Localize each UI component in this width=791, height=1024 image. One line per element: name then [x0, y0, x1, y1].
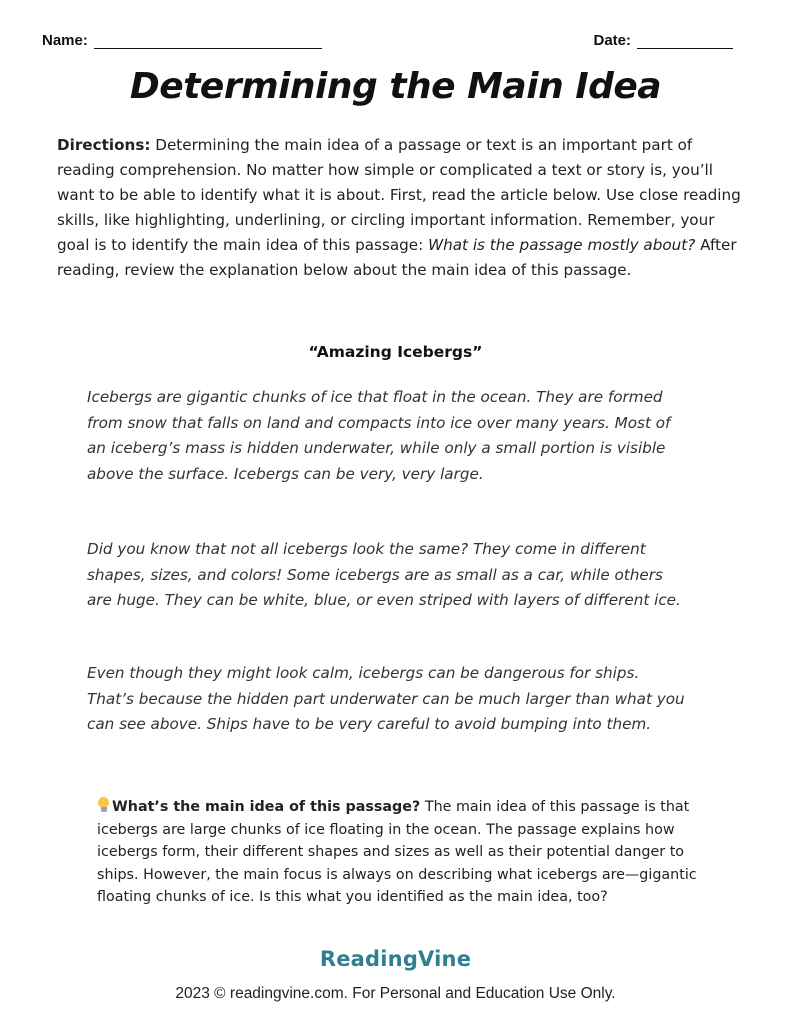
date-blank: [637, 34, 733, 49]
date-label: Date:: [593, 32, 631, 49]
article-paragraph-1: Icebergs are gigantic chunks of ice that float in the ocean. They are formed from snow that falls on land and compacts into ice over many years. Most of an iceberg’s mass is hidden underwater, while only a small portion is visible above the surface. Icebergs can be very, very large.: [87, 388, 671, 483]
main-idea-callout: [97, 796, 707, 909]
name-label: Name:: [42, 32, 88, 49]
callout-answer: The main idea of this passage is that icebergs are large chunks of ice floating in the ocean. The passage explains how icebergs form, their different shapes and sizes as well as their potential danger to ships. However, the main focus is always on describing what icebergs are—gigantic floating chunks of ice. Is this what you identified as the main idea, too?: [97, 799, 697, 905]
directions-text-end: After reading, review the explanation below about the main idea of this passage.: [57, 236, 737, 279]
copyright-footer: 2023 © readingvine.com. For Personal and Education Use Only.: [175, 985, 616, 1002]
worksheet-title: Determining the Main Idea: [129, 66, 662, 107]
directions-text: Determining the main idea of a passage or text is an important part of reading comprehension. No matter how simple or complicated a text or story is, you’ll want to be able to identify what it is about. First, read the article below. Use close reading skills, like highlighting, underlining, or circling important information. Remember, your goal is to identify the main idea of this passage:: [57, 136, 741, 254]
directions: [57, 133, 747, 283]
readingvine-logo: ReadingVine: [319, 947, 472, 971]
name-field-line: [42, 32, 322, 49]
date-field-line: [593, 32, 733, 49]
callout-question: What’s the main idea of this passage?: [112, 799, 421, 815]
article-paragraph-3: Even though they might look calm, icebergs can be dangerous for ships. That’s because the hidden part underwater can be much larger than what you can see above. Ships have to be very careful to avoid bumping into them.: [87, 664, 685, 733]
directions-lead: Directions:: [57, 136, 151, 154]
directions-question: What is the passage mostly about?: [428, 236, 696, 254]
article-paragraph-2: Did you know that not all icebergs look the same? They come in different shapes, sizes, and colors! Some icebergs are as small as a car, while others are huge. They can be white, blue, or even striped with layers of different ice.: [87, 540, 681, 609]
name-blank: [94, 34, 322, 49]
article-title: “Amazing Icebergs”: [308, 343, 483, 361]
lightbulb-icon: [97, 797, 109, 813]
